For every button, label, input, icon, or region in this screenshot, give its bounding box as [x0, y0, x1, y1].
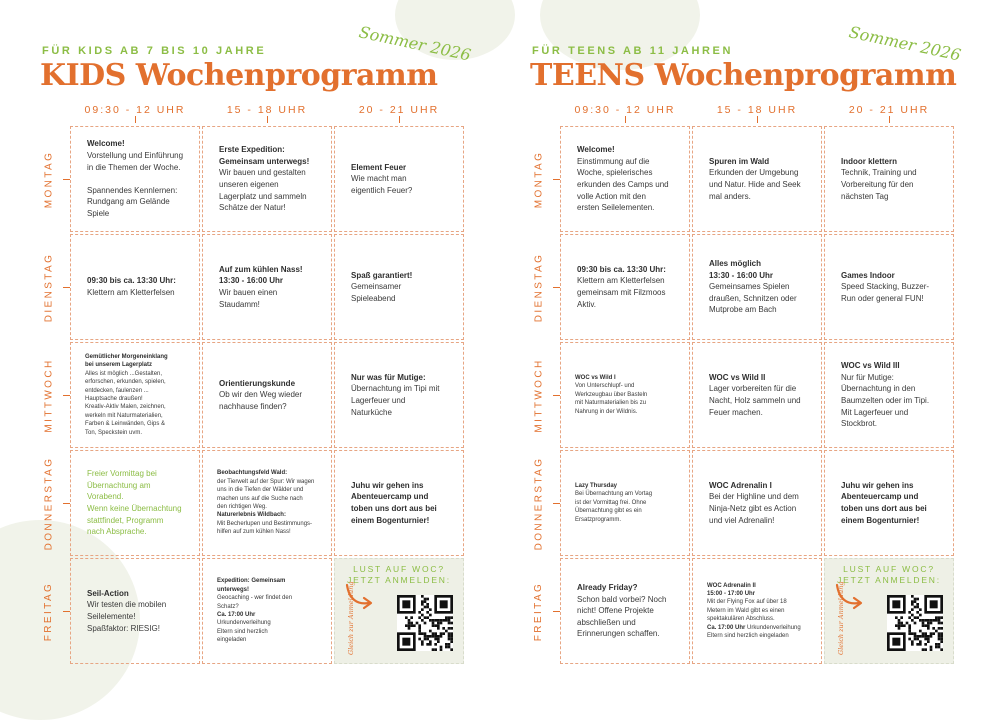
kids-program-cell [202, 342, 332, 448]
teens-program-cell [824, 234, 954, 340]
kids-activity-title: Element Feuer [351, 162, 407, 172]
teens-activity-text: Bei der Highline und dem [709, 492, 799, 502]
teens-activity-text: erkunden des Camps und [577, 180, 669, 189]
kids-day-label [39, 558, 59, 664]
kids-signup-vertical-text: Gleich zur Anmeldung [347, 581, 355, 655]
kids-day-label-text: DIENSTAG [43, 252, 55, 322]
teens-program-cell [692, 234, 822, 340]
qr-code-icon[interactable] [887, 595, 943, 651]
kids-activity-text: Wir bauen und gestalten [219, 168, 306, 178]
teens-activity-title: WOC vs Wild II [709, 372, 766, 382]
teens-activity-text: Urkundenverleihung [747, 624, 801, 631]
teens-program-cell-content [577, 582, 681, 640]
kids-activity-text: Lagerplatz und sammeln [219, 191, 307, 201]
kids-program-cell-content [217, 577, 323, 644]
teens-activity-text: mal anders. [709, 191, 751, 201]
kids-activity-text: Staudamm! [219, 299, 260, 309]
kids-day-label [39, 342, 59, 448]
kids-activity-text: Wir bauen einen [219, 288, 278, 297]
teens-activity-text: Erkunden der Umgebung [709, 168, 799, 178]
kids-activity-text: Farben & Leinwänden, Gips & [85, 421, 166, 428]
teens-activity-text: Baumzelten oder im Tipi. [841, 396, 930, 405]
teens-activity-text: nächsten Tag [841, 191, 889, 201]
teens-column-tick [757, 116, 758, 123]
kids-activity-text: Spaßfaktor: RIESIG! [87, 623, 160, 633]
kids-activity-title: Auf zum kühlen Nass! [219, 264, 303, 274]
kids-activity-text: nachhause finden? [219, 401, 287, 411]
teens-activity-text: ist der Vormittag frei. Ohne [575, 499, 647, 506]
teens-activity-title: Indoor klettern [841, 156, 898, 166]
teens-day-label [529, 126, 549, 232]
teens-program-cell-content [577, 144, 681, 214]
kids-activity-title: Gemeinsam unterwegs! [219, 156, 310, 166]
kids-activity-title: unterwegs! [217, 586, 250, 593]
kids-activity-text: machen uns auf die Suche nach [217, 495, 303, 502]
kids-day-label-text: MITTWOCH [43, 357, 55, 433]
kids-season-label: Sommer 2026 [357, 22, 473, 65]
kids-activity-title: 13:30 - 16:00 Uhr [219, 276, 284, 286]
teens-activity-title: 09:30 bis ca. 13:30 Uhr: [577, 264, 666, 274]
kids-activity-title: Seil-Action [87, 588, 129, 598]
kids-activity-text: Urkundenverleihung [217, 620, 271, 627]
teens-activity-title: Alles möglich [709, 259, 762, 269]
kids-activity-text: Kreativ-Aktiv Malen, zeichnen, [85, 404, 166, 411]
teens-activity-text: gemeinsam mit Filzmoos [577, 288, 666, 297]
teens-day-tick [553, 395, 560, 396]
kids-program-cell-content [351, 480, 455, 526]
kids-day-tick [63, 179, 70, 180]
teens-activity-title: 13:30 - 16:00 Uhr [709, 270, 774, 280]
kids-program-cell-content [351, 270, 455, 305]
teens-activity-title: 15:00 - 17:00 Uhr [707, 591, 756, 598]
teens-activity-text: Mutprobe am Bach [709, 305, 777, 315]
teens-program-cell [692, 126, 822, 232]
teens-activity-title: Lazy Thursday [575, 483, 618, 490]
kids-activity-text: hilfen auf zum kühlen Nass! [217, 529, 291, 536]
teens-program-cell [692, 342, 822, 448]
kids-activity-title: Erste Expedition: [219, 145, 285, 155]
teens-program-cell-content [575, 374, 681, 416]
teens-activity-text: mit Naturmaterialien bis zu [575, 400, 647, 407]
teens-activity-title: Games Indoor [841, 270, 895, 280]
teens-title: TEENS Wochenprogramm [530, 58, 957, 93]
kids-activity-text: eigentlich Feuer? [351, 185, 413, 195]
kids-activity-text: Hauptsache draußen! [85, 396, 143, 402]
kids-program-cell-content [219, 264, 323, 310]
kids-activity-title: Ca. 17:00 Uhr [217, 612, 256, 618]
teens-activity-text: Run oder general FUN! [841, 293, 924, 303]
kids-activity-text: in die Themen der Woche. [87, 162, 181, 172]
kids-program-cell [70, 450, 200, 556]
teens-activity-text: Übernachtung gibt es ein [575, 508, 642, 515]
teens-activity-text: draußen, Schnitzen oder [709, 293, 797, 303]
kids-program-cell-content [351, 162, 455, 197]
teens-column-tick [889, 116, 890, 123]
teens-activity-text: und viel Adrenalin! [709, 515, 775, 525]
teens-day-label [529, 558, 549, 664]
teens-activity-text: Aktiv. [577, 299, 596, 309]
teens-program-cell [560, 234, 690, 340]
kids-activity-text: Mit Becherlupen und Bestimmungs- [217, 520, 313, 527]
kids-program-cell [334, 234, 464, 340]
teens-activity-text: Nacht, Holz sammeln und [709, 396, 801, 405]
teens-program-cell-content [577, 264, 681, 310]
teens-program-cell [692, 450, 822, 556]
kids-program-cell-content [87, 275, 191, 298]
kids-activity-text: Seilelemente! [87, 612, 136, 621]
kids-activity-text: Ob wir den Weg wieder [219, 390, 302, 400]
kids-activity-text: Spiele [87, 208, 110, 218]
teens-signup-line1: LUST AUF WOC? [843, 564, 935, 574]
kids-program-cell [202, 126, 332, 232]
kids-column-header: 15 - 18 UHR [226, 104, 308, 116]
teens-program-cell [692, 558, 822, 664]
kids-activity-title: Orientierungskunde [219, 378, 296, 388]
kids-activity-text: Geocaching - wer findet den [217, 595, 293, 602]
kids-program-cell [334, 450, 464, 556]
kids-activity-text: Spieleabend [351, 293, 396, 303]
teens-activity-text: Schon bald vorbei? Noch [577, 594, 667, 604]
kids-activity-text: Alles ist möglich ...Gestalten, [85, 370, 163, 377]
kids-program-cell-content [87, 468, 191, 538]
teens-activity-title: Ca. 17:00 Uhr [707, 624, 746, 631]
teens-program-cell-content [841, 480, 945, 526]
teens-season-label: Sommer 2026 [847, 22, 963, 65]
kids-day-label [39, 234, 59, 340]
kids-day-tick [63, 395, 70, 396]
teens-activity-text: Einstimmung auf die [577, 156, 650, 166]
teens-program-cell-content [707, 582, 813, 641]
kids-program-cell-content [219, 144, 323, 214]
kids-column-tick [267, 116, 268, 123]
teens-signup-box[interactable] [824, 558, 954, 664]
teens-day-label-text: FREITAG [533, 581, 545, 641]
kids-activity-title: bei unserem Lagerplatz [85, 362, 153, 369]
teens-program-cell-content [841, 156, 945, 202]
teens-activity-text: Mit Lagerfeuer und [841, 407, 909, 417]
teens-activity-text: Technik, Training und [841, 168, 917, 178]
kids-activity-title: toben uns dort aus bei [351, 504, 437, 513]
teens-program-cell-content [709, 372, 813, 418]
teens-activity-title: Already Friday? [577, 583, 638, 593]
kids-activity-text: Schatz? [217, 603, 239, 610]
kids-activity-text: Übernachtung am [87, 480, 151, 490]
kids-activity-text: Wie macht man [351, 174, 407, 184]
kids-program-cell-content [87, 588, 191, 634]
kids-day-label-text: MONTAG [43, 150, 55, 208]
teens-activity-text: Erinnerungen schaffen. [577, 629, 660, 639]
teens-day-label [529, 234, 549, 340]
teens-program-cell-content [841, 360, 945, 430]
teens-activity-title: WOC Adrenalin I [709, 480, 772, 490]
teens-activity-title: Juhu wir gehen ins [841, 480, 914, 490]
teens-program-cell [560, 126, 690, 232]
kids-day-tick [63, 287, 70, 288]
teens-day-label [529, 342, 549, 448]
teens-day-label-text: MONTAG [533, 150, 545, 208]
teens-activity-text: abschließen und [577, 617, 636, 627]
teens-activity-text: Von Unterschlupf- und [575, 383, 635, 390]
teens-day-tick [553, 179, 560, 180]
kids-subtitle: FÜR KIDS AB 7 BIS 10 JAHRE [42, 45, 267, 57]
teens-activity-text: Werkzeugbau über Basteln [575, 391, 648, 398]
qr-code-icon[interactable] [397, 595, 453, 651]
kids-activity-title: Juhu wir gehen ins [351, 480, 424, 490]
teens-activity-text: ersten Seilelementen. [577, 203, 655, 213]
teens-activity-text: Ersatzprogramm. [575, 516, 622, 523]
teens-activity-title: Abenteuercamp und [841, 492, 919, 502]
kids-activity-text: eingeladen [217, 637, 247, 644]
kids-column-header: 20 - 21 UHR [358, 104, 440, 116]
teens-day-label-text: DONNERSTAG [533, 456, 545, 550]
kids-day-label-text: DONNERSTAG [43, 456, 55, 550]
kids-activity-title: Naturerlebnis Wildbach: [217, 512, 286, 519]
kids-day-label-text: FREITAG [43, 581, 55, 641]
kids-activity-text: uns in die Tiefen der Wälder und [217, 487, 304, 494]
teens-day-label-text: MITTWOCH [533, 357, 545, 433]
teens-activity-text: Feuer machen. [709, 407, 763, 417]
kids-day-tick [63, 503, 70, 504]
kids-activity-title: Welcome! [87, 139, 125, 149]
kids-activity-text: nach Absprache. [87, 527, 147, 537]
kids-activity-text: Schätze der Natur! [219, 203, 286, 213]
kids-day-tick [63, 611, 70, 612]
teens-signup-vertical-text: Gleich zur Anmeldung [837, 581, 845, 655]
teens-activity-text: Bei Übernachtung am Vortag [575, 491, 653, 498]
kids-activity-text: erforschen, erkunden, spielen, [85, 379, 166, 386]
teens-activity-title: Welcome! [577, 145, 615, 155]
kids-signup-line2: JETZT ANMELDEN: [347, 575, 451, 586]
teens-program-cell-content [709, 258, 813, 316]
kids-column-tick [135, 116, 136, 123]
teens-activity-text: nicht! Offene Projekte [577, 606, 654, 616]
teens-day-tick [553, 611, 560, 612]
teens-subtitle: FÜR TEENS AB 11 JAHREN [532, 45, 734, 57]
kids-activity-text: Gemeinsamer [351, 282, 402, 292]
kids-title: KIDS Wochenprogramm [40, 58, 438, 93]
teens-activity-text: Metern im Wald gibt es einen [707, 607, 785, 614]
kids-activity-text: Vorstellung und Einführung [87, 151, 184, 161]
kids-activity-text: Wir testen die mobilen [87, 600, 167, 610]
kids-activity-title: 09:30 bis ca. 13:30 Uhr: [87, 276, 176, 286]
kids-activity-text: werkeln mit Naturmaterialien, [85, 412, 163, 419]
teens-activity-title: Spuren im Wald [709, 156, 770, 166]
teens-program-cell [824, 450, 954, 556]
kids-day-label [39, 450, 59, 556]
kids-activity-title: Expedition: Gemeinsam [217, 578, 286, 585]
teens-activity-text: Nur für Mutige: [841, 372, 894, 382]
kids-signup-line1: LUST AUF WOC? [353, 564, 445, 574]
kids-program-cell [334, 342, 464, 448]
kids-activity-text: Vorabend. [87, 492, 124, 502]
teens-program-panel [490, 0, 990, 707]
teens-column-header: 20 - 21 UHR [848, 104, 930, 116]
teens-column-header: 15 - 18 UHR [716, 104, 798, 116]
teens-activity-text: Speed Stacking, Buzzer- [841, 282, 930, 292]
teens-column-header: 09:30 - 12 UHR [574, 104, 676, 116]
kids-activity-text: unseren eigenen [219, 180, 279, 189]
kids-program-cell-content [85, 353, 191, 437]
kids-activity-text: Freier Vormittag bei [87, 469, 157, 479]
teens-activity-text: Woche, spielerisches [577, 168, 653, 178]
teens-program-cell [824, 126, 954, 232]
teens-program-cell-content [709, 480, 813, 526]
kids-activity-text: Naturküche [351, 407, 392, 417]
teens-program-cell-content [709, 156, 813, 202]
teens-program-cell-content [575, 482, 681, 524]
kids-program-cell [70, 234, 200, 340]
kids-activity-title: Nur was für Mutige: [351, 372, 426, 382]
kids-activity-title: Abenteuercamp und [351, 492, 429, 502]
kids-column-tick [399, 116, 400, 123]
kids-program-cell-content [217, 469, 323, 536]
kids-program-cell [334, 126, 464, 232]
kids-program-cell-content [87, 138, 191, 219]
kids-day-label [39, 126, 59, 232]
teens-program-cell [560, 342, 690, 448]
kids-activity-text: Ton, Speckstein uvm. [85, 429, 143, 436]
teens-activity-text: Mit der Flying Fox auf über 18 [707, 599, 787, 606]
teens-day-tick [553, 503, 560, 504]
teens-activity-title: WOC Adrenalin II [707, 582, 756, 589]
teens-activity-text: Gemeinsames Spielen [709, 282, 790, 292]
teens-day-label [529, 450, 549, 556]
kids-program-panel [0, 0, 500, 707]
teens-day-tick [553, 287, 560, 288]
teens-activity-text: Lager vorbereiten für die [709, 384, 797, 394]
teens-activity-text: Eltern sind herzlich eingeladen [707, 632, 789, 639]
kids-activity-title: einem Bogenturnier! [351, 515, 430, 525]
teens-activity-text: spektakulären Abschluss. [707, 616, 775, 623]
kids-program-cell-content [351, 372, 455, 418]
kids-program-cell [202, 450, 332, 556]
kids-program-cell [202, 558, 332, 664]
teens-activity-text: volle Action mit den [577, 191, 646, 201]
kids-activity-text: stattfindet, Programm [87, 515, 164, 525]
kids-activity-text: entdecken, faulenzen ... [85, 387, 149, 394]
kids-activity-title: Spaß garantiert! [351, 270, 413, 280]
kids-activity-text: Eltern sind herzlich [217, 628, 268, 635]
kids-program-cell [202, 234, 332, 340]
kids-activity-text: Klettern am Kletterfelsen [87, 288, 175, 297]
kids-activity-text: Übernachtung im Tipi mit [351, 384, 440, 394]
teens-activity-title: WOC vs Wild I [575, 375, 616, 382]
teens-activity-title: toben uns dort aus bei [841, 504, 927, 513]
teens-program-cell-content [841, 270, 945, 305]
teens-signup-line2: JETZT ANMELDEN: [837, 575, 941, 586]
teens-day-label-text: DIENSTAG [533, 252, 545, 322]
kids-program-cell-content [219, 378, 323, 413]
kids-signup-box[interactable] [334, 558, 464, 664]
teens-activity-text: Übernachtung in den [841, 384, 916, 394]
kids-activity-title: Beobachtungsfeld Wald: [217, 470, 288, 477]
teens-program-cell [824, 342, 954, 448]
teens-activity-text: Nahrung in der Wildnis. [575, 408, 638, 415]
kids-activity-text: Spannendes Kennlernen: [87, 185, 178, 195]
teens-column-tick [625, 116, 626, 123]
teens-program-cell [560, 450, 690, 556]
teens-activity-title: WOC vs Wild III [841, 361, 900, 371]
kids-program-cell [70, 126, 200, 232]
kids-activity-text: Rundgang am Gelände [87, 197, 170, 207]
kids-program-cell [70, 342, 200, 448]
teens-activity-title: einem Bogenturnier! [841, 515, 920, 525]
kids-activity-text: den richtigen Weg. [217, 504, 267, 510]
teens-program-cell [560, 558, 690, 664]
kids-program-cell [70, 558, 200, 664]
kids-activity-text: Wenn keine Übernachtung [87, 504, 182, 513]
teens-activity-text: Ninja-Netz gibt es Action [709, 504, 797, 513]
kids-activity-text: der Tierwelt auf der Spur: Wir wagen [217, 478, 315, 485]
kids-activity-title: Gemütlicher Morgeneinklang [85, 354, 168, 361]
kids-activity-text: Lagerfeuer und [351, 396, 406, 405]
teens-activity-text: Klettern am Kletterfelsen [577, 276, 665, 286]
teens-activity-text: Stockbrot. [841, 419, 878, 429]
kids-column-header: 09:30 - 12 UHR [84, 104, 186, 116]
teens-activity-text: und Natur. Hide and Seek [709, 180, 801, 189]
teens-activity-text: Vorbereitung für den [841, 180, 914, 189]
